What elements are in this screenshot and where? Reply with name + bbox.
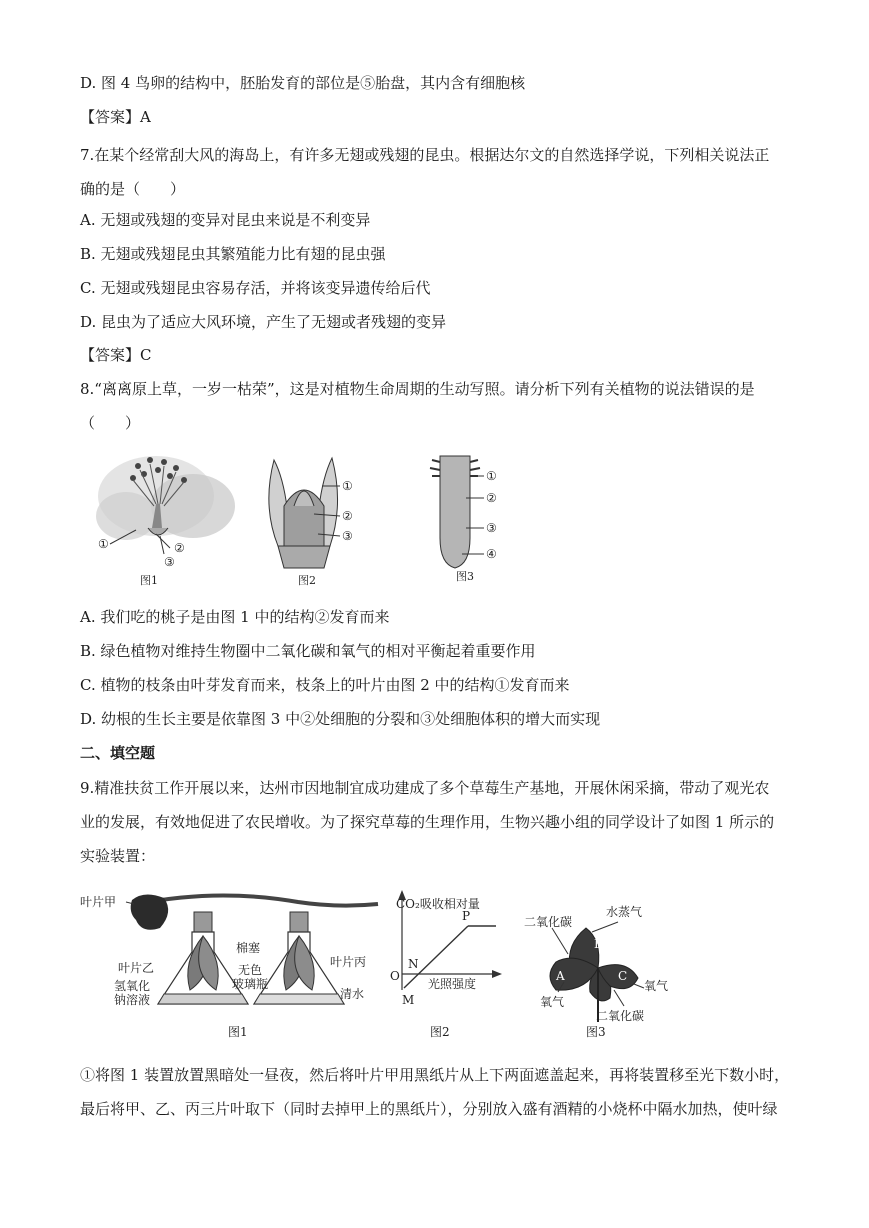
graph-point-p: P: [462, 909, 471, 923]
q7-option-a: A. 无翅或残翅的变异对昆虫来说是不利变异: [80, 211, 371, 229]
fig2-caption: 图2: [298, 574, 316, 587]
fig2-mark-2: ②: [342, 509, 353, 523]
fig1-mark-1: ①: [98, 537, 109, 551]
q8-figures: [78, 446, 538, 588]
q7-stem-1: 7.在某个经常刮大风的海岛上，有许多无翅或残翅的昆虫。根据达尔文的自然选择学说，下列相关说法正: [80, 146, 770, 164]
fig1-mark-2: ②: [174, 541, 185, 555]
q9-stem-3: 实验装置：: [80, 847, 156, 865]
q7-option-d: D. 昆虫为了适应大风环境，产生了无翅或者残翅的变异: [80, 313, 447, 331]
fig3-mark-1: ①: [486, 469, 497, 483]
label-co2-in: 二氧化碳: [524, 915, 573, 929]
label-water: 清水: [340, 987, 365, 1001]
label-water-vapor: 水蒸气: [606, 905, 643, 919]
label-oxygen-right: 氧气: [644, 979, 669, 993]
fig3-mark-2: ②: [486, 491, 497, 505]
q9-stem-2: 业的发展，有效地促进了农民增收。为了探究草莓的生理作用，生物兴趣小组的同学设计了如图 1 所示的: [80, 813, 775, 831]
leaf-part-a: A: [556, 969, 565, 983]
graph-origin: O: [390, 969, 400, 983]
graph-ylabel: CO₂吸收相对量: [396, 897, 480, 911]
label-leaf-b: 叶片乙: [118, 961, 155, 975]
label-oxygen-left: 氧气: [540, 995, 565, 1009]
fig2-bud-diagram: [269, 458, 353, 587]
q8-option-c: C. 植物的枝条由叶芽发育而来，枝条上的叶片由图 2 中的结构①发育而来: [80, 676, 570, 694]
leaf-part-b: B: [594, 937, 603, 951]
fig3-mark-3: ③: [486, 521, 497, 535]
q6-option-d: D. 图 4 鸟卵的结构中，胚胎发育的部位是⑤胎盘，其内含有细胞核: [80, 74, 526, 92]
q9-stem-1: 9.精准扶贫工作开展以来，达州市因地制宜成功建成了多个草莓生产基地，开展休闲采摘，带动了观光农: [80, 779, 770, 797]
q9-fig1-caption: 图1: [228, 1025, 248, 1039]
q9-fig2-caption: 图2: [430, 1025, 450, 1039]
answer-7: 【答案】C: [80, 346, 152, 364]
q8-option-d: D. 幼根的生长主要是依靠图 3 中②处细胞的分裂和③处细胞体积的增大而实现: [80, 710, 601, 728]
graph-xlabel: 光照强度: [428, 977, 477, 991]
q8-option-a: A. 我们吃的桃子是由图 1 中的结构②发育而来: [80, 608, 390, 626]
graph-point-m: M: [402, 993, 415, 1007]
q9-figures: [78, 882, 678, 1042]
fig1-caption: 图1: [140, 574, 158, 587]
label-bottle-2: 玻璃瓶: [232, 977, 269, 991]
q7-option-c: C. 无翅或残翅昆虫容易存活，并将该变异遗传给后代: [80, 279, 431, 297]
fig1-flower-diagram: [96, 456, 235, 587]
fig3-root-tip-diagram: [430, 456, 497, 583]
label-cotton: 棉塞: [236, 941, 261, 955]
leaf-part-c: C: [618, 969, 628, 983]
label-co2-out: 二氧化碳: [596, 1009, 645, 1023]
fig2-mark-3: ③: [342, 529, 353, 543]
label-bottle-1: 无色: [238, 963, 263, 977]
label-naoh-1: 氢氧化: [114, 979, 151, 993]
q9-fig2-graph: [390, 890, 502, 1039]
q8-option-b: B. 绿色植物对维持生物圈中二氧化碳和氧气的相对平衡起着重要作用: [80, 642, 536, 660]
answer-6: 【答案】A: [80, 108, 151, 126]
fig3-mark-4: ④: [486, 547, 497, 561]
label-leaf-c: 叶片丙: [330, 955, 367, 969]
label-naoh-2: 钠溶液: [114, 993, 151, 1007]
fig1-mark-3: ③: [164, 555, 175, 569]
fig2-mark-1: ①: [342, 479, 353, 493]
q7-option-b: B. 无翅或残翅昆虫其繁殖能力比有翅的昆虫强: [80, 245, 386, 263]
q8-stem-2: （ ）: [80, 414, 141, 432]
q8-stem-1: 8.“离离原上草，一岁一枯荣”，这是对植物生命周期的生动写照。请分析下列有关植物的说法错误的是: [80, 380, 755, 398]
q9-fig1-apparatus: [80, 894, 378, 1039]
q9-fig3-caption: 图3: [586, 1025, 606, 1039]
graph-point-n: N: [408, 957, 419, 971]
q9-step1-2: 最后将甲、乙、丙三片叶取下（同时去掉甲上的黑纸片），分别放入盛有酒精的小烧杯中隔水加热，使叶绿: [80, 1100, 778, 1118]
fig3-caption: 图3: [456, 570, 474, 583]
section-title-fill-in: 二、填空题: [80, 744, 156, 762]
q9-fig3-leaf-diagram: [524, 904, 668, 1039]
q7-stem-2: 确的是（ ）: [80, 180, 186, 198]
label-leaf-a: 叶片甲: [80, 895, 117, 909]
q9-step1-1: ①将图 1 装置放置黑暗处一昼夜，然后将叶片甲用黑纸片从上下两面遮盖起来，再将装置移至光下数小时，: [80, 1066, 790, 1084]
